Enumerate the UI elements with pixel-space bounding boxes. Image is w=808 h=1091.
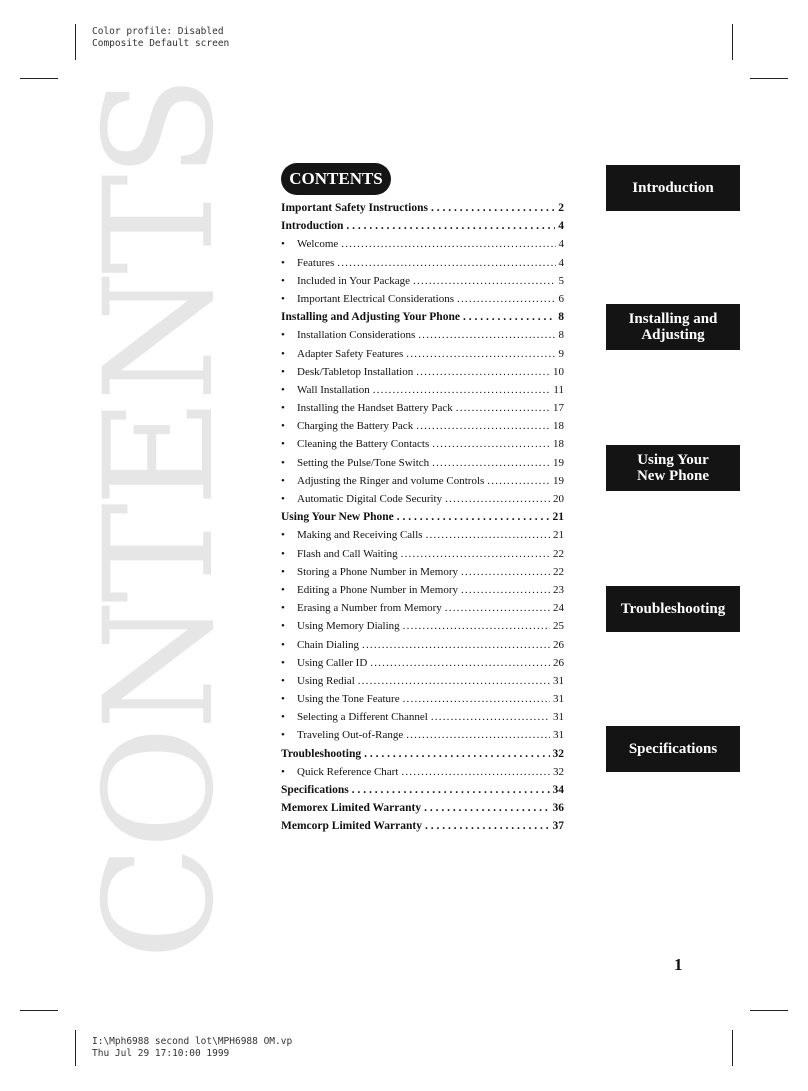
bullet-icon: • bbox=[281, 292, 285, 305]
dot-leader bbox=[424, 802, 549, 814]
toc-entry-page: 19 bbox=[553, 474, 564, 487]
toc-entry-page: 20 bbox=[553, 493, 564, 505]
table-of-contents bbox=[281, 202, 564, 839]
toc-entry-page: 24 bbox=[553, 602, 564, 615]
toc-entry-page: 31 bbox=[553, 693, 564, 706]
dot-leader bbox=[432, 438, 550, 450]
print-header-line-1: Color profile: Disabled bbox=[92, 26, 224, 37]
dot-leader bbox=[337, 257, 555, 269]
toc-entry-page: 6 bbox=[558, 292, 564, 305]
bullet-icon: • bbox=[281, 438, 285, 451]
toc-entry-title: Setting the Pulse/Tone Switch bbox=[297, 456, 430, 469]
tab-installing-and-adjusting[interactable]: Installing and Adjusting bbox=[606, 304, 740, 350]
toc-subentry[interactable] bbox=[281, 584, 564, 602]
toc-entry-page: 4 bbox=[558, 238, 564, 251]
toc-entry-page: 10 bbox=[553, 365, 564, 378]
toc-subentry[interactable] bbox=[281, 384, 564, 402]
bullet-icon: • bbox=[281, 656, 285, 669]
bullet-icon: • bbox=[281, 347, 285, 360]
toc-subentry[interactable] bbox=[281, 529, 564, 547]
toc-subentry[interactable] bbox=[281, 238, 564, 256]
toc-entry-title: Memorex Limited Warranty bbox=[281, 802, 422, 815]
toc-subentry[interactable] bbox=[281, 566, 564, 584]
toc-entry-title: Using Caller ID bbox=[297, 656, 368, 669]
toc-entry-title: Flash and Call Waiting bbox=[297, 547, 398, 560]
toc-entry-title: Welcome bbox=[297, 238, 339, 251]
toc-entry-title: Installation Considerations bbox=[297, 329, 416, 342]
print-header bbox=[92, 26, 229, 50]
dot-leader bbox=[431, 202, 555, 214]
toc-subentry[interactable] bbox=[281, 548, 564, 566]
dot-leader bbox=[413, 275, 555, 287]
bullet-icon: • bbox=[281, 565, 285, 578]
toc-entry-page: 8 bbox=[558, 329, 564, 342]
toc-entry-page: 26 bbox=[553, 638, 564, 651]
toc-entry-title: Included in Your Package bbox=[297, 274, 411, 287]
dot-leader bbox=[432, 457, 550, 469]
toc-entry-title: Erasing a Number from Memory bbox=[297, 602, 442, 615]
toc-subentry[interactable] bbox=[281, 257, 564, 275]
toc-entry-page: 17 bbox=[553, 402, 564, 415]
dot-leader bbox=[370, 657, 550, 669]
toc-entry-title: Features bbox=[297, 256, 335, 269]
bullet-icon: • bbox=[281, 474, 285, 487]
crop-mark bbox=[732, 1030, 733, 1066]
toc-entry-page: 31 bbox=[553, 729, 564, 742]
toc-entry-title: Making and Receiving Calls bbox=[297, 529, 423, 542]
toc-section-entry[interactable] bbox=[281, 784, 564, 802]
toc-subentry[interactable] bbox=[281, 420, 564, 438]
toc-subentry[interactable] bbox=[281, 438, 564, 456]
dot-leader bbox=[416, 366, 550, 378]
toc-entry-page: 18 bbox=[553, 420, 564, 433]
toc-entry-page: 4 bbox=[558, 256, 564, 269]
toc-subentry[interactable] bbox=[281, 639, 564, 657]
toc-entry-title: Storing a Phone Number in Memory bbox=[297, 565, 459, 578]
toc-entry-page: 18 bbox=[553, 438, 564, 451]
bullet-icon: • bbox=[281, 674, 285, 687]
toc-entry-title: Using Memory Dialing bbox=[297, 620, 400, 633]
bullet-icon: • bbox=[281, 693, 285, 706]
toc-entry-page: 37 bbox=[552, 820, 564, 833]
toc-entry-title: Adapter Safety Features bbox=[297, 347, 404, 360]
toc-entry-page: 34 bbox=[552, 784, 564, 796]
toc-entry-page: 32 bbox=[552, 747, 564, 760]
toc-subentry[interactable] bbox=[281, 402, 564, 420]
toc-entry-title: Automatic Digital Code Security bbox=[297, 493, 443, 505]
dot-leader bbox=[406, 729, 550, 741]
toc-entry-title: Important Safety Instructions bbox=[281, 202, 428, 214]
bullet-icon: • bbox=[281, 529, 285, 542]
toc-subentry[interactable] bbox=[281, 329, 564, 347]
toc-section-entry[interactable] bbox=[281, 311, 564, 329]
toc-subentry[interactable] bbox=[281, 293, 564, 311]
toc-entry-page: 21 bbox=[553, 529, 564, 542]
toc-entry-title: Editing a Phone Number in Memory bbox=[297, 583, 459, 596]
dot-leader bbox=[445, 602, 550, 614]
toc-entry-page: 22 bbox=[553, 565, 564, 578]
toc-entry-title: Using Your New Phone bbox=[281, 511, 394, 524]
toc-entry-page: 19 bbox=[553, 456, 564, 469]
bullet-icon: • bbox=[281, 238, 285, 251]
dot-leader bbox=[401, 548, 550, 560]
toc-entry-title: Memcorp Limited Warranty bbox=[281, 820, 422, 833]
bullet-icon: • bbox=[281, 256, 285, 269]
tab-specifications[interactable]: Specifications bbox=[606, 726, 740, 772]
toc-subentry[interactable] bbox=[281, 766, 564, 784]
dot-leader bbox=[341, 238, 555, 250]
dot-leader bbox=[364, 748, 549, 760]
dot-leader bbox=[358, 675, 550, 687]
dot-leader bbox=[487, 475, 550, 487]
dot-leader bbox=[456, 402, 550, 414]
toc-subentry[interactable] bbox=[281, 475, 564, 493]
bullet-icon: • bbox=[281, 729, 285, 742]
toc-entry-title: Introduction bbox=[281, 220, 344, 233]
crop-mark bbox=[75, 1030, 76, 1066]
print-footer-line-2: Thu Jul 29 17:10:00 1999 bbox=[92, 1048, 230, 1059]
toc-entry-page: 25 bbox=[553, 620, 564, 633]
toc-entry-page: 4 bbox=[558, 220, 564, 233]
bullet-icon: • bbox=[281, 383, 285, 396]
bullet-icon: • bbox=[281, 765, 285, 778]
page-number: 1 bbox=[674, 955, 683, 974]
bullet-icon: • bbox=[281, 420, 285, 433]
dot-leader bbox=[418, 329, 555, 341]
toc-subentry[interactable] bbox=[281, 711, 564, 729]
bullet-icon: • bbox=[281, 620, 285, 633]
toc-section-entry[interactable] bbox=[281, 202, 564, 220]
dot-leader bbox=[397, 511, 550, 523]
bullet-icon: • bbox=[281, 583, 285, 596]
toc-subentry[interactable] bbox=[281, 693, 564, 711]
toc-subentry[interactable] bbox=[281, 493, 564, 511]
toc-entry-title: Chain Dialing bbox=[297, 638, 360, 651]
crop-mark bbox=[20, 78, 58, 79]
dot-leader bbox=[426, 529, 550, 541]
toc-entry-page: 8 bbox=[558, 311, 564, 324]
toc-section-entry[interactable] bbox=[281, 820, 564, 838]
toc-entry-title: Quick Reference Chart bbox=[297, 765, 399, 778]
toc-subentry[interactable] bbox=[281, 602, 564, 620]
toc-entry-title: Using Redial bbox=[297, 674, 355, 687]
bullet-icon: • bbox=[281, 365, 285, 378]
toc-section-entry[interactable] bbox=[281, 511, 564, 529]
toc-entry-page: 5 bbox=[558, 274, 564, 287]
toc-entry-page: 21 bbox=[552, 511, 564, 524]
crop-mark bbox=[732, 24, 733, 60]
print-footer bbox=[92, 1036, 292, 1060]
toc-section-entry[interactable] bbox=[281, 748, 564, 766]
toc-section-entry[interactable] bbox=[281, 802, 564, 820]
toc-entry-page: 23 bbox=[553, 583, 564, 596]
dot-leader bbox=[463, 311, 555, 323]
toc-subentry[interactable] bbox=[281, 275, 564, 293]
toc-subentry[interactable] bbox=[281, 366, 564, 384]
dot-leader bbox=[403, 620, 550, 632]
toc-entry-page: 11 bbox=[553, 383, 564, 396]
crop-mark bbox=[20, 1010, 58, 1011]
toc-entry-title: Desk/Tabletop Installation bbox=[297, 365, 414, 378]
dot-leader bbox=[457, 293, 555, 305]
toc-subentry[interactable] bbox=[281, 457, 564, 475]
toc-subentry[interactable] bbox=[281, 729, 564, 747]
toc-entry-title: Charging the Battery Pack bbox=[297, 420, 414, 433]
dot-leader bbox=[346, 220, 555, 232]
toc-subentry[interactable] bbox=[281, 657, 564, 675]
crop-mark bbox=[75, 24, 76, 60]
toc-entry-title: Cleaning the Battery Contacts bbox=[297, 438, 430, 451]
crop-mark bbox=[750, 78, 788, 79]
toc-section-entry[interactable] bbox=[281, 220, 564, 238]
toc-entry-page: 2 bbox=[558, 202, 564, 214]
crop-mark bbox=[750, 1010, 788, 1011]
contents-heading: CONTENTS bbox=[281, 163, 391, 195]
dot-leader bbox=[403, 693, 550, 705]
toc-entry-title: Wall Installation bbox=[297, 383, 370, 396]
toc-entry-title: Specifications bbox=[281, 784, 349, 796]
toc-entry-page: 9 bbox=[558, 347, 564, 360]
bullet-icon: • bbox=[281, 711, 285, 724]
bullet-icon: • bbox=[281, 274, 285, 287]
bullet-icon: • bbox=[281, 638, 285, 651]
toc-entry-page: 22 bbox=[553, 547, 564, 560]
print-header-line-2: Composite Default screen bbox=[92, 38, 230, 49]
dot-leader bbox=[461, 584, 550, 596]
tab-introduction[interactable]: Introduction bbox=[606, 165, 740, 211]
toc-entry-page: 36 bbox=[552, 802, 564, 815]
bullet-icon: • bbox=[281, 493, 285, 505]
dot-leader bbox=[352, 784, 550, 796]
toc-entry-title: Traveling Out-of-Range bbox=[297, 729, 404, 742]
dot-leader bbox=[416, 420, 550, 432]
toc-entry-title: Troubleshooting bbox=[281, 747, 362, 760]
bullet-icon: • bbox=[281, 329, 285, 342]
dot-leader bbox=[401, 766, 550, 778]
toc-entry-page: 31 bbox=[553, 711, 564, 724]
toc-entry-title: Selecting a Different Channel bbox=[297, 711, 428, 724]
toc-entry-title: Important Electrical Considerations bbox=[297, 292, 455, 305]
bullet-icon: • bbox=[281, 602, 285, 615]
toc-entry-page: 26 bbox=[553, 656, 564, 669]
dot-leader bbox=[406, 348, 555, 360]
dot-leader bbox=[362, 639, 550, 651]
bullet-icon: • bbox=[281, 547, 285, 560]
toc-entry-title: Adjusting the Ringer and volume Controls bbox=[297, 474, 485, 487]
toc-subentry[interactable] bbox=[281, 620, 564, 638]
dot-leader bbox=[461, 566, 550, 578]
toc-subentry[interactable] bbox=[281, 348, 564, 366]
dot-leader bbox=[373, 384, 551, 396]
toc-entry-title: Using the Tone Feature bbox=[297, 693, 400, 706]
contents-watermark: CONTENTS bbox=[73, 79, 247, 960]
toc-entry-title: Installing and Adjusting Your Phone bbox=[281, 311, 460, 324]
toc-entry-page: 31 bbox=[553, 674, 564, 687]
bullet-icon: • bbox=[281, 456, 285, 469]
dot-leader bbox=[431, 711, 550, 723]
dot-leader bbox=[445, 493, 550, 505]
toc-entry-title: Installing the Handset Battery Pack bbox=[297, 402, 453, 415]
dot-leader bbox=[425, 820, 550, 832]
tab-using-your-new-phone[interactable]: Using Your New Phone bbox=[606, 445, 740, 491]
toc-subentry[interactable] bbox=[281, 675, 564, 693]
print-footer-line-1: I:\Mph6988 second lot\MPH6988 OM.vp bbox=[92, 1036, 293, 1047]
bullet-icon: • bbox=[281, 402, 285, 415]
toc-entry-page: 32 bbox=[553, 765, 564, 778]
tab-troubleshooting[interactable]: Troubleshooting bbox=[606, 586, 740, 632]
